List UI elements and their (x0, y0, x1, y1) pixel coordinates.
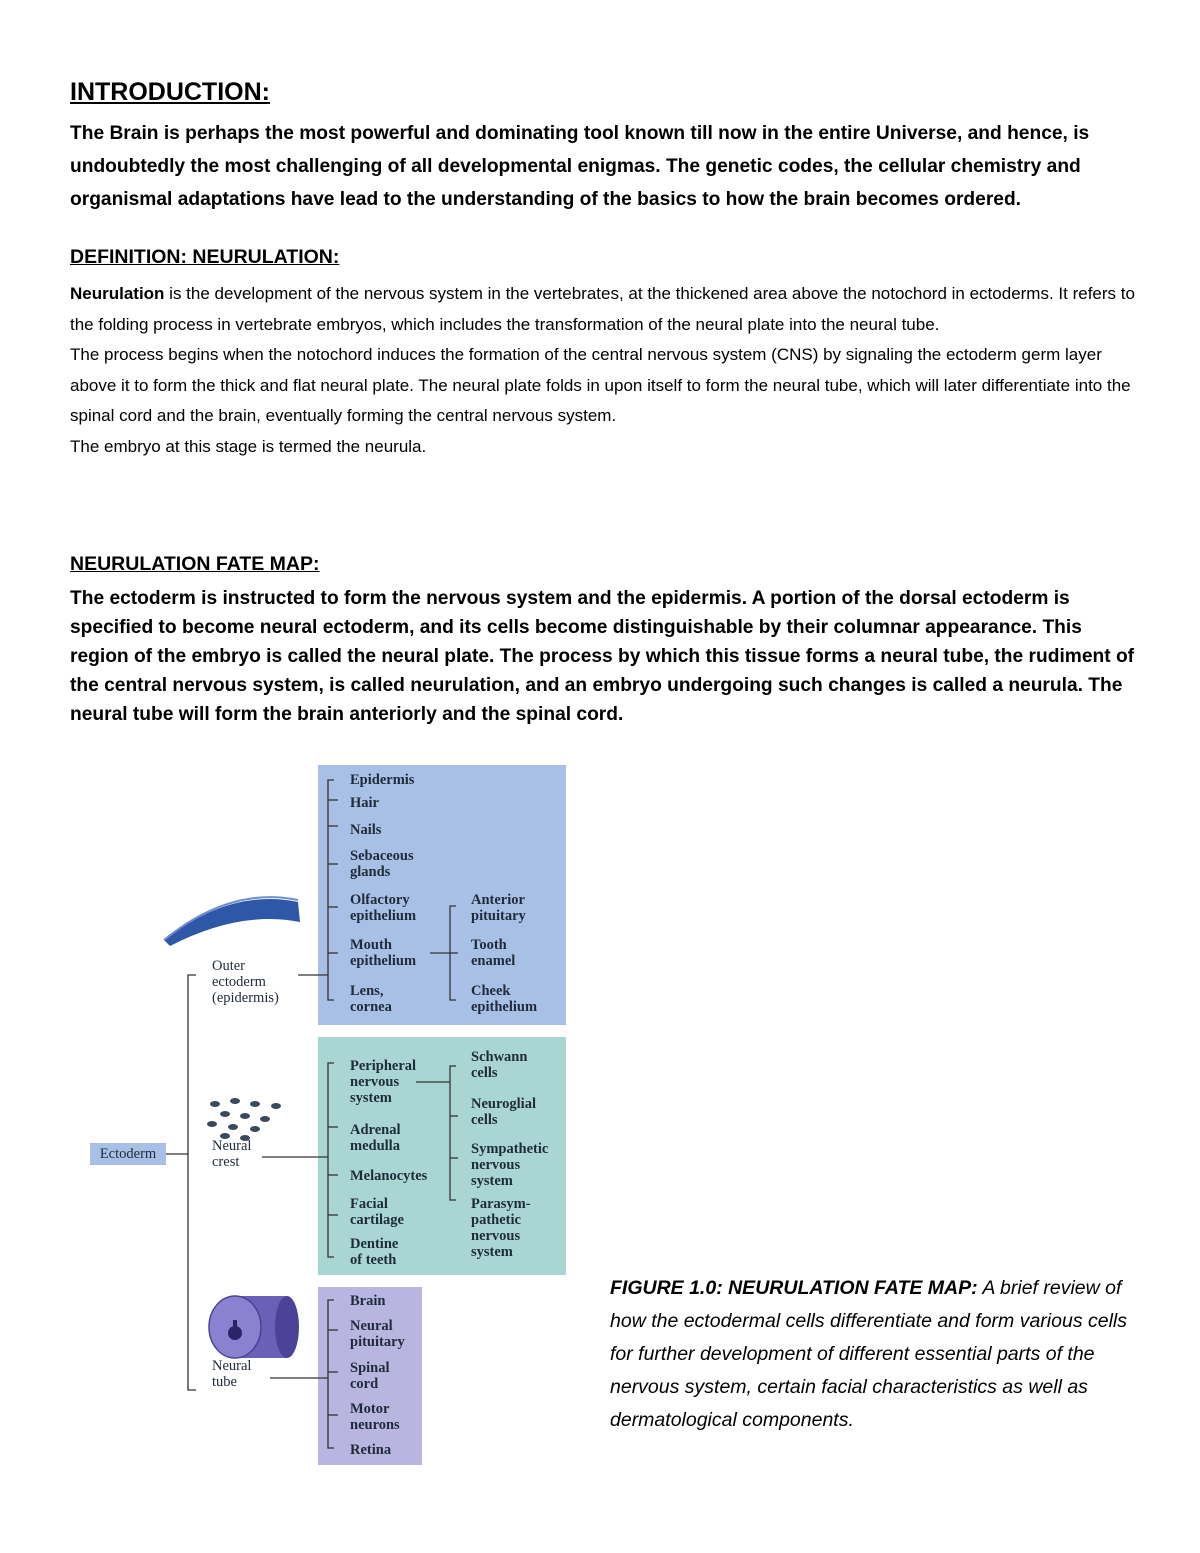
fate-item: Nails (350, 822, 382, 838)
fate-item: Parasym- pathetic nervous system (471, 1196, 531, 1260)
ectoderm-root-label: Ectoderm (90, 1143, 166, 1165)
fate-item: Mouth epithelium (350, 937, 417, 969)
fate-item: Spinal cord (350, 1360, 390, 1392)
fate-item: Facial cartilage (350, 1196, 404, 1228)
fate-item: Neuroglial cells (471, 1096, 536, 1128)
outer-ectoderm-label: Outer ectoderm (epidermis) (212, 958, 279, 1006)
definition-heading: DEFINITION: NEURULATION: (70, 246, 340, 268)
fate-item: Retina (350, 1442, 392, 1458)
neural-crest-label: Neural crest (212, 1138, 252, 1170)
fate-item: Olfactory epithelium (350, 892, 417, 924)
definition-paragraph-2: The process begins when the notochord induces the formation of the central nervous system (CNS) by signaling the ectoderm germ layer above it to form the thick and flat neural plate. The neural plate folds in upon itself to form the neural tube, which will later differentiate into the spinal cord and the brain, eventually forming the central nervous system. (70, 345, 1131, 425)
fate-item: Cheek epithelium (471, 983, 538, 1015)
definition-term: Neurulation (70, 284, 165, 303)
fate-map-heading: NEURULATION FATE MAP: (70, 553, 320, 575)
figure-caption (610, 1272, 1130, 1437)
definition-paragraph-3: The embryo at this stage is termed the neurula. (70, 436, 427, 456)
fate-item: Tooth enamel (471, 937, 516, 969)
fate-item: Peripheral nervous system (350, 1058, 417, 1106)
fate-item: Motor neurons (350, 1401, 400, 1433)
fate-item: Sympathetic nervous system (471, 1141, 549, 1189)
fate-item: Lens, cornea (350, 983, 392, 1015)
neural-crest-cells-icon (207, 1098, 281, 1141)
definition-text: is the development of the nervous system in the vertebrates, at the thickened area above the notochord in ectoderms. It refers to the folding process in vertebrate embryos, which includes the transformation of the neural plate into the neural tube. (70, 284, 1135, 334)
fate-item: Schwann cells (471, 1049, 528, 1081)
fate-map-paragraph: The ectoderm is instructed to form the nervous system and the epidermis. A portion of the dorsal ectoderm is specified to become neural ectoderm, and its cells become distinguishable by their columnar appearance. This region of the embryo is called the neural plate. The process by which this tissue forms a neural tube, the rudiment of the central nervous system, is called neurulation, and an embryo undergoing such changes is called a neurula. The neural tube will form the brain anteriorly and the spinal cord. (70, 588, 1135, 725)
fate-item: Brain (350, 1293, 386, 1309)
fate-item: Epidermis (350, 772, 415, 788)
caption-title: FIGURE 1.0: NEURULATION FATE MAP: (610, 1277, 978, 1299)
fate-item: Anterior pituitary (471, 892, 526, 924)
neural-tube-icon (209, 1296, 299, 1358)
definition-paragraph-1 (70, 279, 1140, 340)
neural-tube-label: Neural tube (212, 1358, 252, 1390)
definition-body (70, 279, 1140, 462)
intro-heading: INTRODUCTION: (70, 78, 270, 106)
fate-item: Neural pituitary (350, 1318, 405, 1350)
fate-item: Melanocytes (350, 1168, 428, 1184)
fate-item: Dentine of teeth (350, 1236, 399, 1268)
fate-item: Sebaceous glands (350, 848, 414, 880)
fate-map-figure (80, 760, 580, 1470)
intro-paragraph: The Brain is perhaps the most powerful and dominating tool known till now in the entire Universe, and hence, is undoubtedly the most challenging of all developmental enigmas. The genetic codes, the cellular chemistry and organismal adaptations have lead to the understanding of the basics to how the brain becomes ordered. (70, 123, 1090, 210)
fate-item: Adrenal medulla (350, 1122, 401, 1154)
caption-text: A brief review of how the ectodermal cells differentiate and form various cells for further development of different essential parts of the nervous system, certain facial characteristics as well as dermatological components. (610, 1277, 1127, 1431)
neural-plate-icon (164, 899, 300, 946)
fate-item: Hair (350, 795, 379, 811)
